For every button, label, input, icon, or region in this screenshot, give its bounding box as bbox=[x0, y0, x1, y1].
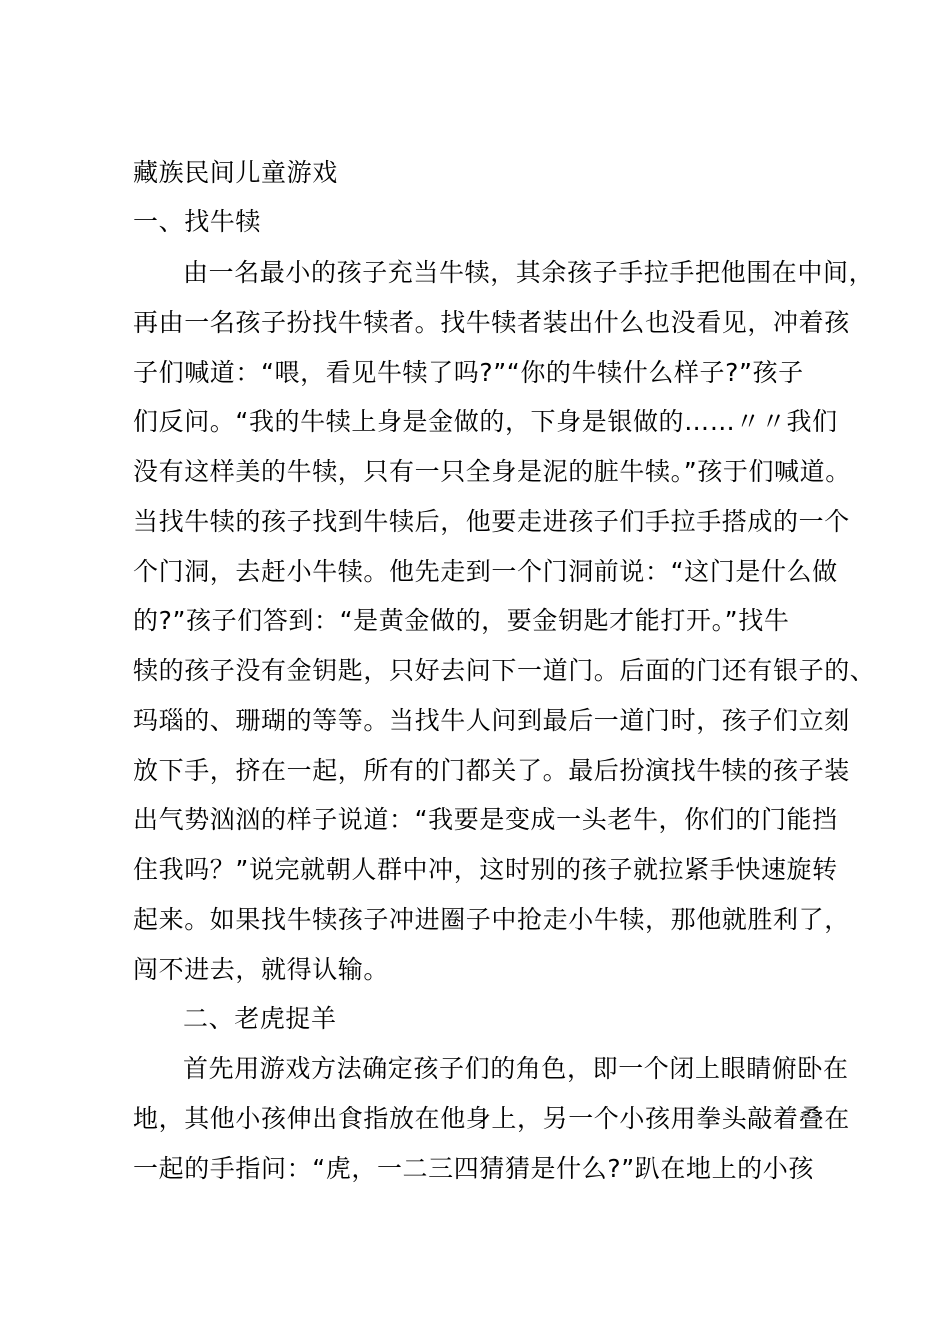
document-title: 藏族民间儿童游戏 bbox=[133, 158, 338, 187]
paragraph-line: 由一名最小的孩子充当牛犊，其余孩子手拉手把他围在中间， bbox=[183, 258, 875, 287]
paragraph-line: 们反问。“我的牛犊上身是金做的，下身是银做的……〃〃我们 bbox=[133, 407, 838, 436]
paragraph-line: 出气势汹汹的样子说道：“我要是变成一头老牛，你们的门能挡 bbox=[133, 805, 838, 834]
paragraph-line: 地，其他小孩伸出食指放在他身上，另一个小孩用拳头敲着叠在 bbox=[133, 1104, 850, 1133]
paragraph-line: 个门洞，去赶小牛犊。他先走到一个门洞前说：“这门是什么做 bbox=[133, 557, 838, 586]
section-heading-1: 一、找牛犊 bbox=[133, 207, 262, 236]
paragraph-line: 玛瑙的、珊瑚的等等。当找牛人问到最后一道门时，孩子们立刻 bbox=[133, 706, 850, 735]
paragraph-line: 当找牛犊的孩子找到牛犊后，他要走进孩子们手拉手搭成的一个 bbox=[133, 507, 850, 536]
paragraph-line: 闯不进去，就得认输。 bbox=[133, 955, 390, 984]
paragraph-line: 子们喊道：“喂，看见牛犊了吗?”“你的牛犊什么样子?”孩子 bbox=[133, 358, 804, 387]
paragraph-line: 的?”孩子们答到：“是黄金做的，要金钥匙才能打开。”找牛 bbox=[133, 606, 790, 635]
paragraph-line: 犊的孩子没有金钥匙，只好去问下一道门。后面的门还有银子的、 bbox=[133, 656, 876, 685]
paragraph-line: 住我吗？”说完就朝人群中冲，这时别的孩子就拉紧手快速旋转 bbox=[133, 855, 838, 884]
paragraph-line: 一起的手指问：“虎，一二三四猜猜是什么?”趴在地上的小孩 bbox=[133, 1154, 814, 1183]
paragraph-line: 首先用游戏方法确定孩子们的角色，即一个闭上眼睛俯卧在 bbox=[183, 1054, 849, 1083]
paragraph-line: 放下手，挤在一起，所有的门都关了。最后扮演找牛犊的孩子装 bbox=[133, 756, 850, 785]
paragraph-line: 再由一名孩子扮找牛犊者。找牛犊者装出什么也没看见，冲着孩 bbox=[133, 308, 850, 337]
paragraph-line: 起来。如果找牛犊孩子冲进圈子中抢走小牛犊，那他就胜利了， bbox=[133, 905, 850, 934]
paragraph-line: 没有这样美的牛犊，只有一只全身是泥的脏牛犊。”孩于们喊道。 bbox=[133, 457, 851, 486]
section-heading-2: 二、老虎捉羊 bbox=[183, 1004, 337, 1033]
